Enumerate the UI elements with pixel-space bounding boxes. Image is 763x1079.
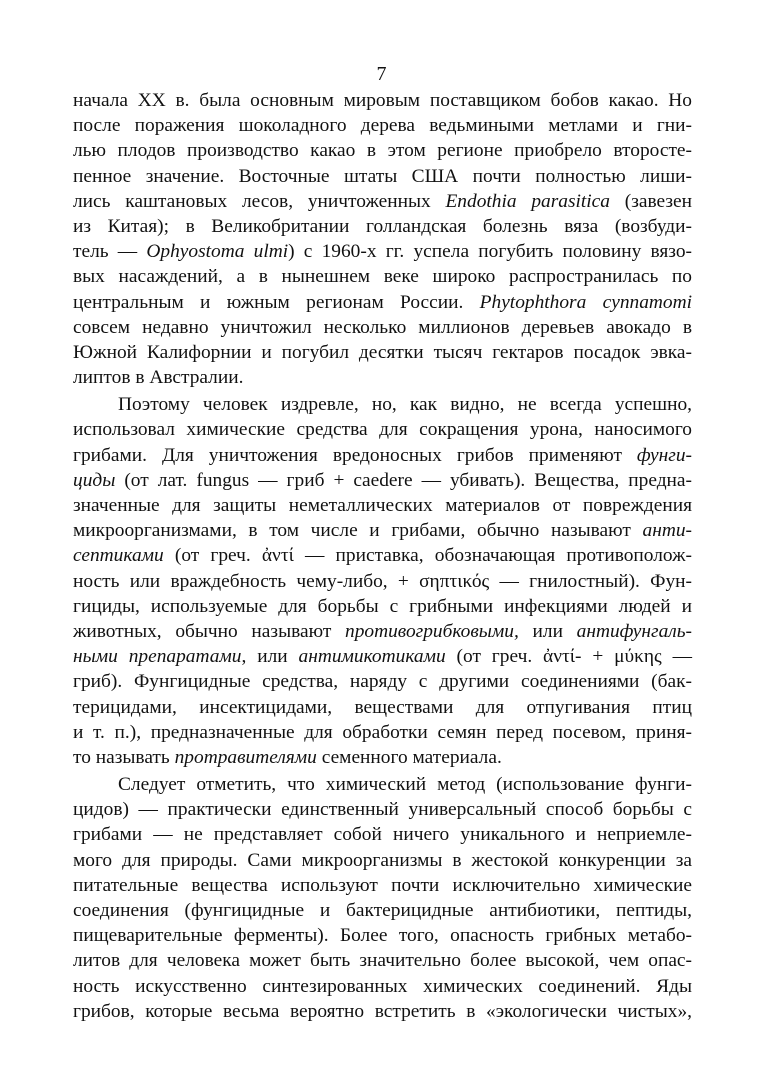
- page-number: 7: [376, 63, 387, 85]
- text-segment: и т. п.), предназначенные для обработки семян перед посевом, приня-: [73, 721, 692, 743]
- italic-term: антимикотиками: [298, 646, 446, 668]
- text-segment: (завезен: [609, 190, 692, 212]
- text-segment: липтов в Австралии.: [73, 367, 244, 389]
- text-segment: Следует отметить, что химический метод (использование фунги-: [118, 774, 692, 796]
- text-segment: питательные вещества используют почти исключительно химические: [73, 874, 692, 896]
- text-segment: пенное значение. Восточные штаты США почти полностью лиши-: [73, 165, 692, 187]
- text-segment: литов для человека может быть значительно более высокой, чем опас-: [73, 950, 692, 972]
- text-segment: гриб). Фунгицидные средства, наряду с другими соединениями (бак-: [73, 671, 692, 693]
- text-line: [73, 239, 692, 264]
- text-line: [73, 873, 692, 898]
- text-segment: , или: [241, 646, 299, 668]
- italic-term: циды: [73, 469, 116, 491]
- text-segment: терицидами, инсектицидами, веществами для отпугивания птиц: [73, 696, 692, 718]
- italic-term: противогрибковыми,: [345, 620, 519, 642]
- text-segment: или: [518, 620, 577, 642]
- text-line: [73, 264, 692, 289]
- text-line: [73, 695, 692, 720]
- text-segment: из Китая); в Великобритании голландская болезнь вяза (возбуди-: [73, 215, 692, 237]
- text-line: [73, 365, 692, 390]
- text-segment: гициды, используемые для борьбы с грибными инфекциями людей и: [73, 595, 692, 617]
- text-line: [73, 543, 692, 568]
- text-segment: лись каштановых лесов, уничтоженных: [73, 190, 446, 212]
- text-line: [73, 619, 692, 644]
- text-line: [73, 493, 692, 518]
- italic-term: Endothia parasitica: [445, 190, 610, 212]
- text-line: [73, 822, 692, 847]
- text-segment: цидов) — практически единственный универсальный способ борьбы с: [73, 799, 692, 821]
- text-segment: мого для природы. Сами микроорганизмы в жестокой конкуренции за: [73, 849, 692, 871]
- text-line: [73, 644, 692, 669]
- text-segment: (от лат. fungus — гриб + caedere — убивать). Вещества, предна-: [115, 469, 692, 491]
- text-line: [73, 113, 692, 138]
- text-segment: ность или враждебность чему-либо, + σηπτικός — гнилостный). Фун-: [73, 570, 692, 592]
- text-line: [73, 797, 692, 822]
- text-line: [73, 315, 692, 340]
- italic-term: фунги-: [636, 444, 692, 466]
- text-line: [73, 772, 692, 797]
- text-segment: лью плодов производство какао в этом регионе приобрело второсте-: [73, 140, 692, 162]
- text-line: [73, 974, 692, 999]
- text-segment: вых насаждений, а в нынешнем веке широко распространилась по: [73, 266, 692, 288]
- text-segment: ность искусственно синтезированных химических соединений. Яды: [73, 975, 692, 997]
- italic-term: септиками: [73, 545, 164, 567]
- text-segment: после поражения шоколадного дерева ведьмиными метлами и гни-: [73, 115, 692, 137]
- text-line: [73, 999, 692, 1024]
- text-segment: соединения (фунгицидные и бактерицидные антибиотики, пептиды,: [73, 900, 692, 921]
- text-segment: (от греч. ἀντί — приставка, обозначающая противополож-: [163, 545, 692, 567]
- text-line: [73, 138, 692, 163]
- text-line: [73, 214, 692, 239]
- text-segment: пищеварительные ферменты). Более того, опасность грибных метабо-: [73, 925, 692, 947]
- text-segment: Поэтому человек издревле, но, как видно, не всегда успешно,: [118, 394, 692, 416]
- text-segment: грибами. Для уничтожения вредоносных грибов применяют: [73, 444, 637, 466]
- text-line: [73, 569, 692, 594]
- text-segment: микроорганизмами, в том числе и грибами, обычно называют: [73, 520, 643, 542]
- text-segment: грибов, которые весьма вероятно встретить в «экологически чистых»,: [73, 1000, 692, 1022]
- text-line: [73, 290, 692, 315]
- text-line: [73, 164, 692, 189]
- text-line: [73, 88, 692, 113]
- text-line: [73, 518, 692, 543]
- text-segment: Южной Калифорнии и погубил десятки тысяч гектаров посадок эвка-: [73, 341, 692, 363]
- italic-term: антифунгаль-: [576, 620, 692, 642]
- text-segment: грибами — не представляет собой ничего уникального и неприемле-: [73, 824, 692, 846]
- text-line: [73, 443, 692, 468]
- text-line: [73, 417, 692, 442]
- text-line: [73, 392, 692, 417]
- text-segment: значенные для защиты неметаллических материалов от повреждения: [73, 495, 692, 516]
- text-segment: ) с 1960-х гг. успела погубить половину вязо-: [288, 241, 692, 263]
- body-text: [73, 88, 692, 1024]
- text-line: [73, 898, 692, 923]
- text-line: [73, 948, 692, 973]
- italic-term: протравителями: [174, 746, 317, 768]
- text-line: [73, 468, 692, 493]
- text-segment: использовал химические средства для сокращения урона, наносимого: [73, 419, 692, 441]
- text-segment: начала XX в. была основным мировым поставщиком бобов какао. Но: [73, 90, 692, 111]
- text-line: [73, 923, 692, 948]
- text-segment: тель —: [73, 241, 147, 263]
- text-segment: центральным и южным регионам России.: [73, 291, 480, 313]
- italic-term: Phytophthora cynnamomi: [479, 291, 692, 313]
- text-segment: то называть: [73, 746, 175, 768]
- text-segment: совсем недавно уничтожил несколько миллионов деревьев авокадо в: [73, 316, 692, 338]
- text-line: [73, 848, 692, 873]
- text-line: [73, 669, 692, 694]
- italic-term: ными препаратами: [73, 646, 242, 668]
- text-line: [73, 340, 692, 365]
- text-line: [73, 189, 692, 214]
- italic-term: анти-: [642, 520, 692, 542]
- text-segment: животных, обычно называют: [73, 620, 345, 642]
- text-line: [73, 745, 692, 770]
- italic-term: Ophyostoma ulmi: [146, 241, 289, 263]
- text-segment: (от греч. ἀντί- + μύκης —: [445, 646, 692, 668]
- text-line: [73, 720, 692, 745]
- text-segment: семенного материала.: [316, 746, 502, 768]
- text-line: [73, 594, 692, 619]
